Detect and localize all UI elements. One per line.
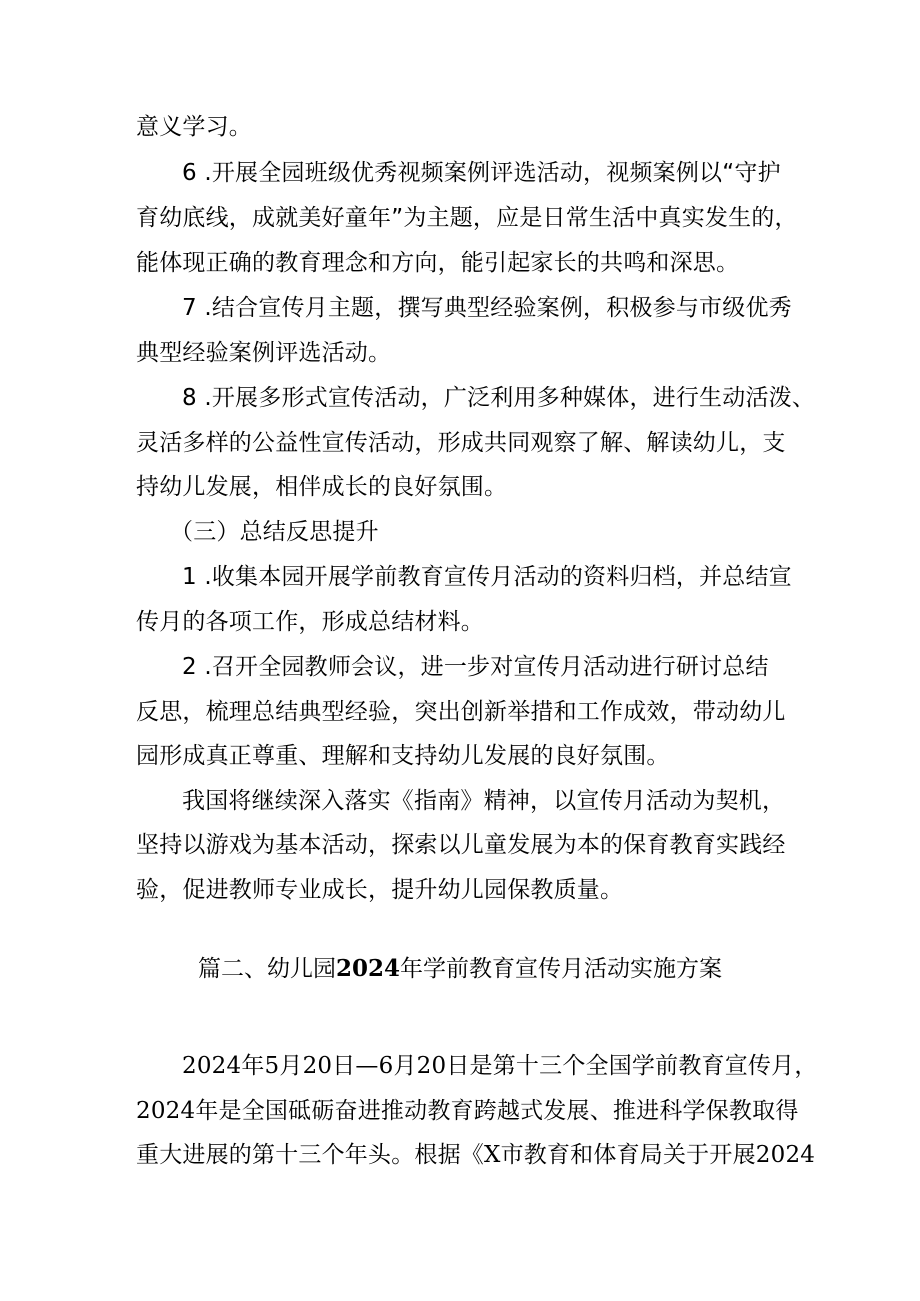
- paragraph-line: 能体现正确的教育理念和方向，能引起家长的共鸣和深思。: [136, 250, 740, 276]
- paragraph-line: 持幼儿发展，相伴成长的良好氛围。: [136, 474, 508, 500]
- paragraph-line: 坚持以游戏为基本活动，探索以儿童发展为本的保育教育实践经: [136, 832, 786, 858]
- section-title: [0, 954, 920, 984]
- paragraph-line: 我国将继续深入落实《指南》精神，以宣传月活动为契机，: [182, 788, 786, 814]
- section-title-prefix: 篇二、幼儿园: [197, 956, 336, 982]
- section-title-suffix: 年学前教育宣传月活动实施方案: [400, 956, 722, 982]
- section-title-year: 2024: [335, 955, 400, 982]
- paragraph-line: 反思，梳理总结典型经验，突出创新举措和工作成效，带动幼儿: [136, 699, 786, 725]
- list-item-7-line: 7 .结合宣传月主题，撰写典型经验案例，积极参与市级优秀: [182, 295, 792, 321]
- paragraph-line: 园形成真正尊重、理解和支持幼儿发展的良好氛围。: [136, 743, 670, 769]
- paragraph-line: 育幼底线，成就美好童年”为主题，应是日常生活中真实发生的，: [136, 205, 798, 231]
- paragraph-line: 典型经验案例评选活动。: [136, 340, 392, 366]
- intro-line: 重大进展的第十三个年头。根据《X市教育和体育局关于开展2024: [136, 1142, 816, 1168]
- list-item-2-line: 2 .召开全园教师会议，进一步对宣传月活动进行研讨总结: [182, 654, 769, 680]
- paragraph-line: 灵活多样的公益性宣传活动，形成共同观察了解、解读幼儿，支: [136, 430, 786, 456]
- paragraph-line: 传月的各项工作，形成总结材料。: [136, 609, 484, 635]
- paragraph-line: 验，促进教师专业成长，提升幼儿园保教质量。: [136, 877, 624, 903]
- intro-line: 2024年是全国砥砺奋进推动教育跨越式发展、推进科学保教取得: [136, 1098, 799, 1124]
- list-item-6-line: 6 .开展全园班级优秀视频案例评选活动，视频案例以“守护: [182, 160, 781, 186]
- intro-line: 2024年5月20日—6月20日是第十三个全国学前教育宣传月，: [182, 1053, 818, 1079]
- list-item-1-line: 1 .收集本园开展学前教育宣传月活动的资料归档，并总结宣: [182, 564, 792, 590]
- subsection-heading: （三）总结反思提升: [170, 519, 379, 545]
- list-item-8-line: 8 .开展多形式宣传活动，广泛利用多种媒体，进行生动活泼、: [182, 385, 816, 411]
- paragraph-line: 意义学习。: [136, 114, 252, 140]
